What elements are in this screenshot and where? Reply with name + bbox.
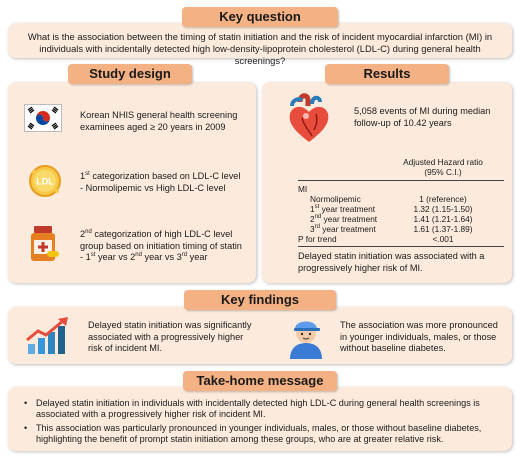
first-categorization-text — [80, 171, 250, 194]
second-cat-line-b: year vs 2 — [95, 252, 136, 262]
second-cat-sup-c: rd — [181, 252, 188, 258]
list-item: • Delayed statin initiation in individuals with incidentally detected high LDL-C during general health screenings is associated with a progressively higher risk of incident MI. — [24, 398, 504, 420]
finding-right-text: The association was more pronounced in younger individuals, males, or those without baseline diabetes. — [340, 320, 498, 353]
korea-flag-icon — [24, 104, 62, 137]
second-cat-sup-b: nd — [135, 252, 142, 258]
second-cat-line-d: year — [187, 252, 208, 262]
key-question-title: Key question — [182, 7, 338, 27]
events-text: 5,058 events of MI during median follow-up of 10.42 years — [354, 106, 491, 128]
table-header-row — [298, 157, 504, 167]
finding-left-text: Delayed statin initiation was significantly associated with a progressively higher risk of incident MI. — [88, 320, 252, 353]
hazard-ratio-table — [298, 157, 504, 247]
second-cat-line-a: - 1 — [80, 252, 91, 262]
second-categorization-text — [80, 229, 252, 264]
results-title: Results — [325, 64, 449, 84]
first-cat-line2: - Normolipemic vs High LDL-C level — [80, 182, 226, 193]
svg-text:LDL: LDL — [36, 176, 54, 187]
second-cat-rest: categorization of high LDL-C level group based on initiation timing of statin — [80, 229, 242, 251]
row-label: 3rd year treatment — [310, 224, 376, 234]
table-header: Adjusted Hazard ratio — [403, 157, 483, 167]
study-design-title: Study design — [68, 64, 192, 84]
first-cat-rest: categorization based on LDL-C level — [89, 171, 241, 181]
heart-icon — [282, 90, 336, 151]
first-cat-num: 1 — [80, 171, 86, 181]
table-row — [298, 234, 504, 247]
results-conclusion: Delayed statin initiation was associated with a progressively higher risk of MI. — [298, 251, 485, 273]
table-row — [298, 181, 504, 195]
row-label: 1st year treatment — [310, 204, 376, 214]
take-home-title: Take-home message — [183, 371, 337, 391]
second-cat-num: 2 — [80, 229, 86, 239]
medicine-bottle-icon — [26, 225, 60, 268]
second-cat-sup: nd — [85, 229, 92, 235]
row-value: 1.41 (1.21-1.64) — [413, 214, 473, 224]
ldl-icon — [28, 164, 62, 203]
table-row — [298, 194, 504, 204]
row-value: 1 (reference) — [419, 194, 467, 204]
key-findings-title: Key findings — [184, 290, 336, 310]
key-question-text: What is the association between the timing of statin initiation and the risk of incident myocardial infarction (MI) in individuals with incidentally detected high low-density-lipoprotein cholesterol (LDL-C) during general health screenings? — [27, 31, 493, 66]
take-home-list — [24, 398, 504, 448]
growth-chart-icon — [24, 316, 72, 361]
p-trend-value: <.001 — [432, 234, 454, 244]
study-population-text: Korean NHIS general health screening examinees aged ≥ 20 years in 2009 — [80, 110, 238, 132]
table-header-row-2 — [298, 167, 504, 181]
row-label: Normolipemic — [310, 194, 361, 204]
second-cat-sup-a: st — [90, 252, 96, 258]
second-cat-line-c: year vs 3 — [141, 252, 182, 262]
table-row — [298, 214, 504, 224]
row-value: 1.32 (1.15-1.50) — [413, 204, 473, 214]
first-cat-sup: st — [85, 171, 90, 177]
table-group-label: MI — [298, 184, 308, 194]
row-value: 1.61 (1.37-1.89) — [413, 224, 473, 234]
list-item: • This association was particularly pronounced in younger individuals, males, or those without baseline diabetes, highlighting the benefit of prompt statin initiation among these groups, who are at greater relative risk. — [24, 423, 504, 445]
p-trend-label: P for trend — [298, 234, 337, 244]
table-row — [298, 224, 504, 234]
row-label: 2nd year treatment — [310, 214, 378, 224]
person-icon — [286, 313, 326, 364]
table-header-ci: (95% C.I.) — [424, 167, 462, 177]
table-row — [298, 204, 504, 214]
